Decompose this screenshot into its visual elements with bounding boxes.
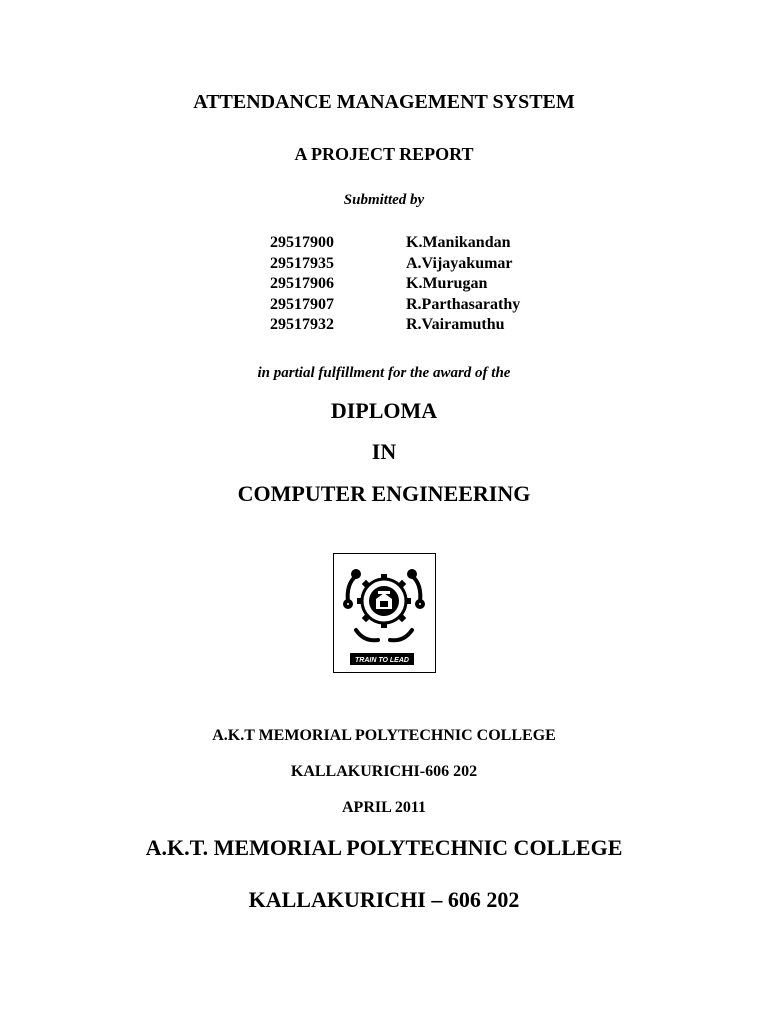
report-subtitle: A PROJECT REPORT [294,144,474,164]
member-id: 29517932 [270,316,334,333]
report-title: ATTENDANCE MANAGEMENT SYSTEM [193,91,575,113]
award-title: DIPLOMA [330,398,438,423]
college-name-small: A.K.T MEMORIAL POLYTECHNIC COLLEGE [212,727,556,744]
college-name-large: A.K.T. MEMORIAL POLYTECHNIC COLLEGE [145,835,623,860]
member-id: 29517906 [270,275,334,292]
member-id: 29517935 [270,254,334,272]
member-name: K.Murugan [406,275,488,292]
college-city-large: KALLAKURICHI – 606 202 [248,887,520,912]
award-in-text: IN [371,439,397,464]
member-name: R.Vairamuthu [406,316,505,333]
submission-date: APRIL 2011 [341,799,426,816]
member-row [270,255,570,276]
partial-fulfillment-text: in partial fulfillment for the award of the [257,365,511,381]
member-name: K.Manikandan [406,234,511,251]
logo-motto: TRAIN TO LEAD [355,657,409,664]
member-name: A.Vijayakumar [406,254,513,272]
department-title: COMPUTER ENGINEERING [237,481,531,506]
college-city-small: KALLAKURICHI-606 202 [290,763,478,780]
members-list [270,234,570,337]
member-id: 29517907 [270,295,334,313]
college-emblem-icon [334,554,435,672]
college-logo [333,553,436,673]
member-row [270,296,570,317]
member-row [270,234,570,255]
submitted-by-label: Submitted by [343,192,425,208]
member-row [270,316,570,337]
member-id: 29517900 [270,234,334,251]
member-name: R.Parthasarathy [406,295,521,313]
member-row [270,275,570,296]
